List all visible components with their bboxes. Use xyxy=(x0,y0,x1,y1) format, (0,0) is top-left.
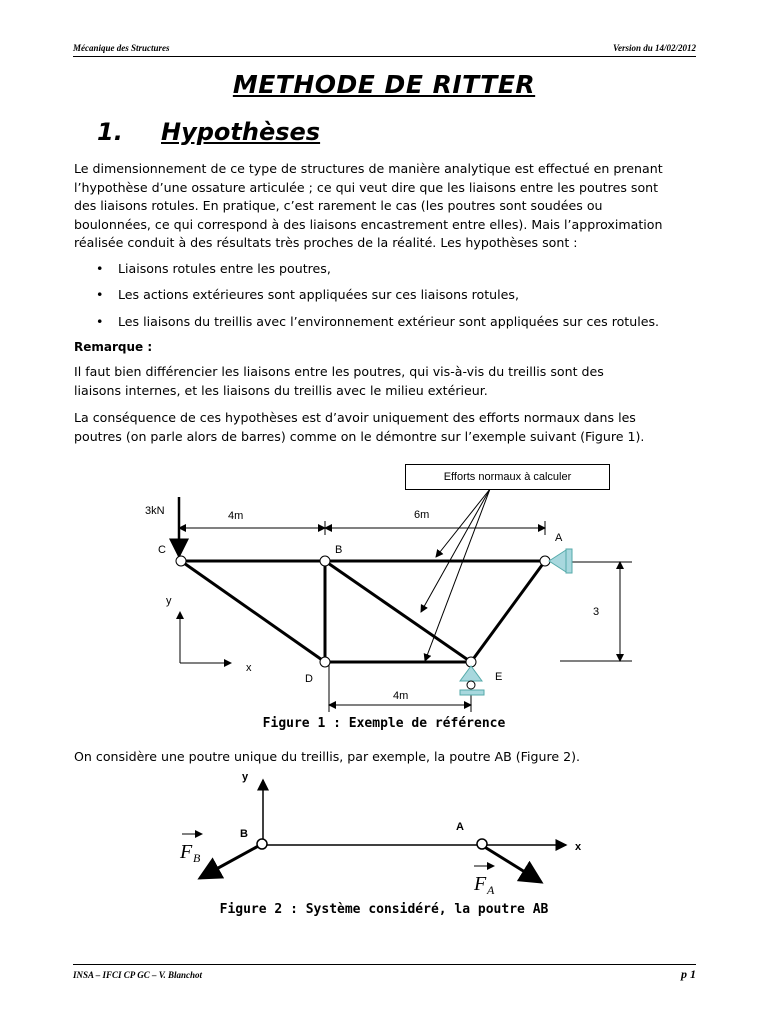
page-title: METHODE DE RITTER xyxy=(232,70,536,99)
remark-label: Remarque : xyxy=(74,340,153,354)
fig2-axis-x-label: x xyxy=(575,841,582,853)
node-e-label: E xyxy=(495,671,503,683)
dim-height-label: 3 xyxy=(593,606,600,618)
paragraph-1-line: des liaisons rotules. En pratique, c’est rarement le cas (les poutres sont soudées ou xyxy=(74,198,603,213)
paragraph-2-line: Il faut bien différencier les liaisons entre les poutres, qui vis-à-vis du treillis sont des xyxy=(74,364,604,379)
paragraph-1-line: réalisée conduit à des résultats très proches de la réalité. Les hypothèses sont : xyxy=(74,235,578,250)
force-b-subscript: B xyxy=(193,851,201,865)
bullet-text: Les liaisons du treillis avec l’environnement extérieur sont appliquées sur ces rotules. xyxy=(118,314,660,329)
callout-box: Efforts normaux à calculer xyxy=(405,464,610,490)
paragraph-3-line: La conséquence de ces hypothèses est d’avoir uniquement des efforts normaux dans les xyxy=(74,410,636,425)
roller-support-icon xyxy=(460,666,484,695)
paragraph-1-line: boulonnées, ce qui correspond à des liaisons encastrement entre elles). Mais l’approximation xyxy=(74,216,663,232)
header-right: Version du 14/02/2012 xyxy=(612,43,696,53)
bullet-text: Liaisons rotules entre les poutres, xyxy=(118,261,331,276)
hinge-b-icon xyxy=(257,839,267,849)
paragraph-3-line: poutres (on parle alors de barres) comme on le démontre sur l’exemple suivant (Figure 1). xyxy=(74,428,645,444)
bullet-dot-icon: • xyxy=(96,261,104,276)
section-title: Hypothèses xyxy=(161,118,321,146)
paragraph-1-line: l’hypothèse d’une ossature articulée ; ce qui veut dire que les liaisons entre les poutres sont xyxy=(74,179,659,195)
force-a-label: F xyxy=(474,873,487,895)
axis-x-label: x xyxy=(246,662,252,674)
pin-support-icon xyxy=(549,549,572,573)
paragraph-1-line: Le dimensionnement de ce type de structures de manière analytique est effectué en prenant xyxy=(74,161,663,176)
figure-2-caption: Figure 2 : Système considéré, la poutre AB xyxy=(219,902,549,917)
node-d-label: D xyxy=(305,673,313,685)
fig2-node-b-label: B xyxy=(240,828,248,840)
bullet-text: Les actions extérieures sont appliquées sur ces liaisons rotules, xyxy=(118,287,519,302)
node-c-label: C xyxy=(158,544,166,556)
paragraph-2-line: liaisons internes, et les liaisons du treillis avec le milieu extérieur. xyxy=(74,382,488,398)
dim-de-label: 4m xyxy=(393,690,409,702)
header-left: Mécanique des Structures xyxy=(73,43,170,53)
figure-1-caption: Figure 1 : Exemple de référence xyxy=(262,716,506,731)
force-b-label: F xyxy=(180,841,193,863)
fig2-axis-y-label: y xyxy=(242,771,249,783)
dim-ba-label: 6m xyxy=(414,509,430,521)
hinge-a-icon xyxy=(477,839,487,849)
fig2-node-a-label: A xyxy=(456,821,464,833)
force-a-subscript: A xyxy=(487,883,495,897)
load-label: 3kN xyxy=(145,505,165,517)
axes-icon xyxy=(180,612,231,663)
hinge-icons xyxy=(176,556,550,667)
footer-left: INSA – IFCI CP GC – V. Blanchot xyxy=(73,970,203,980)
bullet-dot-icon: • xyxy=(96,314,104,329)
paragraph-4: On considère une poutre unique du treillis, par exemple, la poutre AB (Figure 2). xyxy=(74,749,581,764)
footer-rule xyxy=(73,964,696,965)
bullet-dot-icon: • xyxy=(96,287,104,302)
node-a-label: A xyxy=(555,532,563,544)
node-b-label: B xyxy=(335,544,343,556)
axis-y-label: y xyxy=(166,595,172,607)
dim-cb-label: 4m xyxy=(228,510,244,522)
truss-bars xyxy=(181,561,545,662)
page-number: p 1 xyxy=(681,967,696,981)
section-number: 1. xyxy=(97,118,123,146)
